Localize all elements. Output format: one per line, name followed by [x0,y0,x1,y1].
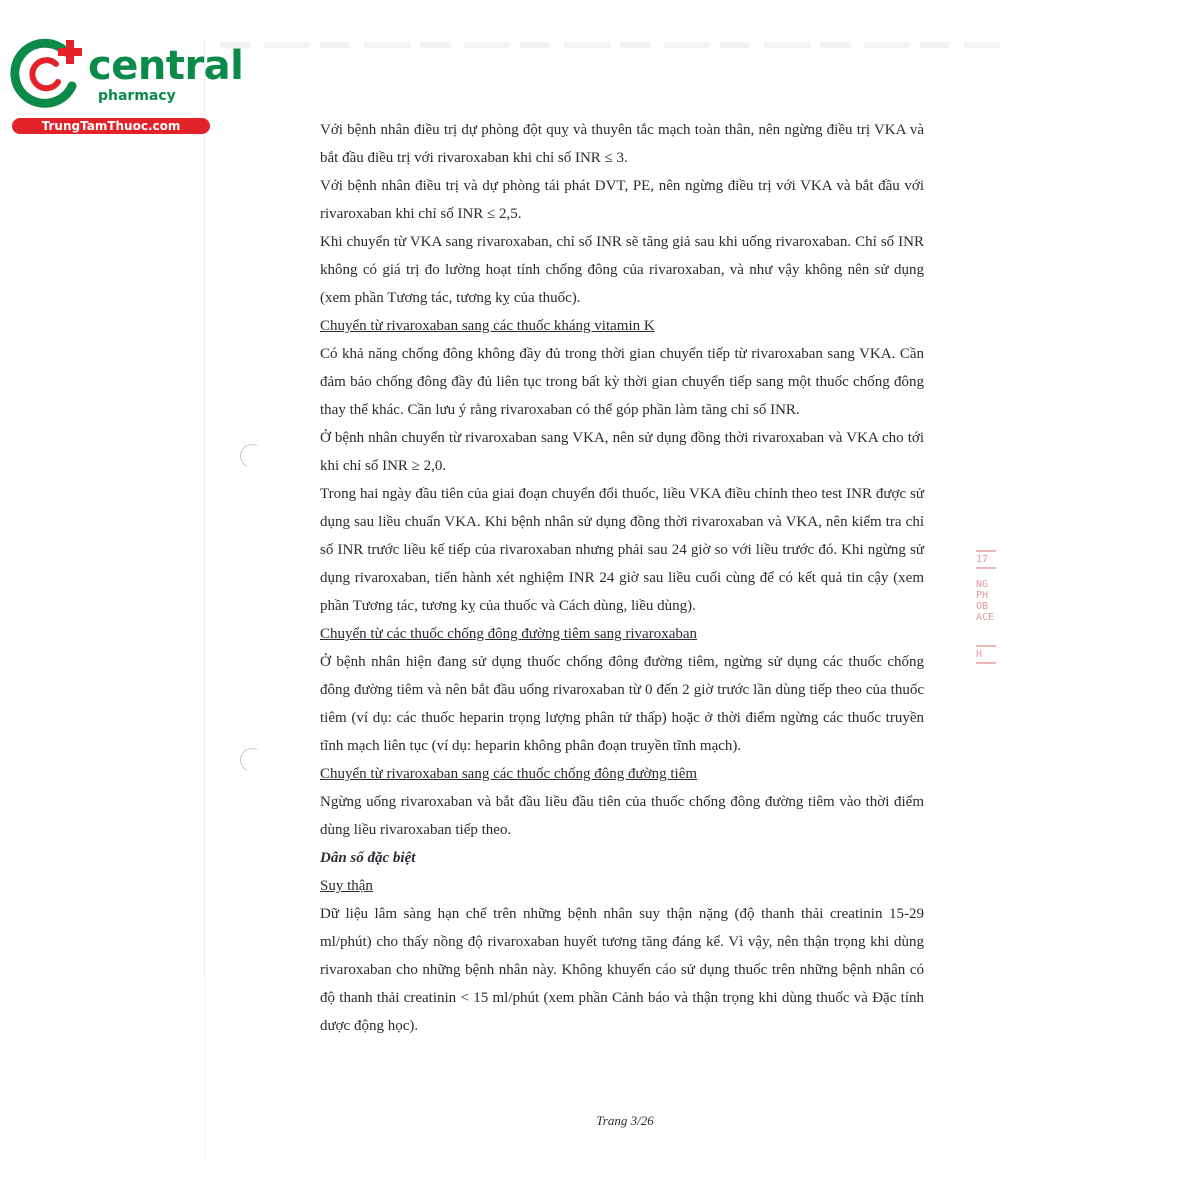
central-pharmacy-logo[interactable] [10,38,244,138]
section-heading: Dân số đặc biệt [320,850,416,866]
logo-brand-subtitle: pharmacy [98,88,176,104]
subsection-heading: Chuyển từ rivaroxaban sang các thuốc chống đông đường tiêm [320,766,698,782]
document-body [320,116,924,1040]
punch-hole-mark [237,745,268,776]
paragraph: Dữ liệu lâm sàng hạn chế trên những bệnh nhân suy thận nặng (độ thanh thải creatinin 15-29 ml/phút) cho thấy nồng độ rivaroxaban huyết tương tăng đáng kể. Vì vậy, nên thận trọng khi dùng rivaroxaban cho những bệnh nhân này. Không khuyến cáo sử dụng thuốc trên những bệnh nhân có độ thanh thải creatinin < 15 ml/phút (xem phần Cảnh báo và thận trọng khi dùng thuốc và Đặc tính dược động học). [320,906,924,1034]
stamp-text: PH [976,590,989,601]
paragraph: Với bệnh nhân điều trị dự phòng đột quỵ và thuyên tắc mạch toàn thân, nên ngừng điều trị VKA và bắt đầu điều trị với rivaroxaban khi chỉ số INR ≤ 3. [320,122,924,166]
subsection-heading: Chuyển từ rivaroxaban sang các thuốc kháng vitamin K [320,318,655,334]
paragraph: Ở bệnh nhân hiện đang sử dụng thuốc chống đông đường tiêm, ngừng sử dụng các thuốc chống đông đường tiêm và nên bắt đầu uống rivaroxaban từ 0 đến 2 giờ trước lần dùng tiếp theo của thuốc tiêm (ví dụ: các thuốc heparin trọng lượng phân tử thấp) hoặc ở thời điểm ngừng các thuốc truyền tĩnh mạch liên tục (ví dụ: heparin không phân đoạn truyền tĩnh mạch). [320,654,924,754]
scan-page-edge [204,40,205,1160]
stamp-text: ACE [976,612,995,623]
paragraph: Khi chuyển từ VKA sang rivaroxaban, chỉ số INR sẽ tăng giả sau khi uống rivaroxaban. Chỉ số INR không có giá trị đo lường hoạt tính chống đông của rivaroxaban, và như vậy không nên sử dụng (xem phần Tương tác, tương kỵ của thuốc). [320,234,924,306]
paragraph: Trong hai ngày đầu tiên của giai đoạn chuyển đổi thuốc, liều VKA điều chỉnh theo test INR được sử dụng sau liều chuẩn VKA. Khi bệnh nhân sử dụng đồng thời rivaroxaban và VKA, nên kiểm tra chỉ số INR trước liều kế tiếp của rivaroxaban nhưng phải sau 24 giờ so với liều trước đó. Khi ngừng sử dụng rivaroxaban, tiến hành xét nghiệm INR 24 giờ sau liều cuối cùng để có kết quả tin cậy (xem phần Tương tác, tương kỵ của thuốc và Cách dùng, liều dùng). [320,486,924,614]
subsection-heading: Suy thận [320,878,373,894]
pharmacy-cross-logo-icon [10,38,90,116]
page-number: Trang 3/26 [596,1113,654,1128]
paragraph: Ở bệnh nhân chuyển từ rivaroxaban sang VKA, nên sử dụng đồng thời rivaroxaban và VKA cho tới khi chỉ số INR ≥ 2,0. [320,430,924,474]
subsection-heading: Chuyển từ các thuốc chống đông đường tiêm sang rivaroxaban [320,626,698,642]
red-stamp-fragment [976,548,1000,694]
paragraph: Với bệnh nhân điều trị và dự phòng tái phát DVT, PE, nên ngừng điều trị với VKA và bắt đầu với rivaroxaban khi chỉ số INR ≤ 2,5. [320,178,924,222]
stamp-text: H [976,649,983,660]
stamp-text: 17 [976,554,989,565]
paragraph: Có khả năng chống đông không đầy đủ trong thời gian chuyển tiếp từ rivaroxaban sang VKA. Cần đảm bảo chống đông đầy đủ liên tục trong bất kỳ thời gian chuyển tiếp sang một thuốc chống đông thay thế khác. Cần lưu ý rằng rivaroxaban có thể góp phần làm tăng chỉ số INR. [320,346,924,418]
scan-top-artifact [220,42,1000,48]
punch-hole-mark [237,441,268,472]
stamp-text: OB [976,601,989,612]
paragraph: Ngừng uống rivaroxaban và bắt đầu liều đầu tiên của thuốc chống đông đường tiêm vào thời điểm dùng liều rivaroxaban tiếp theo. [320,794,924,838]
logo-brand-name: central [88,43,244,89]
stamp-text: NG [976,579,989,590]
logo-website-badge[interactable]: TrungTamThuoc.com [12,118,210,134]
